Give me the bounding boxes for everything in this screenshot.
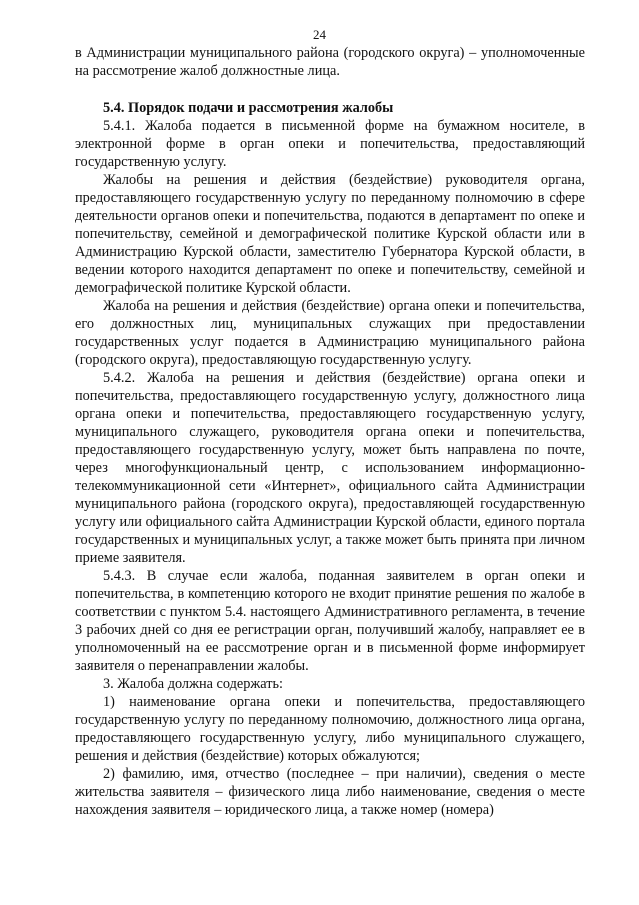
document-body [75,44,585,819]
paragraph-5-4-3: 5.4.3. В случае если жалоба, поданная заявителем в орган опеки и попечительства, в компетенцию которого не входит принятие решения по жалобе в соответствии с пунктом 5.4. настоящего Административного регламента, в течение 3 рабочих дней со дня ее регистрации орган, получивший жалобу, направляет ее в уполномоченный на ее рассмотрение орган и в письменной форме информирует заявителя о перенаправлении жалобы. [75,568,585,674]
paragraph-complaints-head: Жалобы на решения и действия (бездействие) руководителя органа, предоставляющего государственную услугу по переданному полномочию в сфере деятельности органов опеки и попечительства, подаются в департамент по опеке и попечительству, семейной и демографической политике Курской области или в Администрацию Курской области, заместителю Губернатора Курской области, в ведении которого находится департамент по опеке и попечительству, семейной и демографической политике Курской области. [75,172,585,296]
list-item-1: 1) наименование органа опеки и попечительства, предоставляющего государственную услугу по переданному полномочию, должностного лица органа, предоставляющего государственную услугу, либо муниципального служащего, решения и действия (бездействие) которых обжалуются; [75,694,585,764]
intro-paragraph: в Администрации муниципального района (городского округа) – уполномоченные на рассмотрение жалоб должностные лица. [75,45,585,79]
paragraph-complaint-contents: 3. Жалоба должна содержать: [103,676,283,692]
page-number: 24 [313,27,326,42]
section-heading: 5.4. Порядок подачи и рассмотрения жалобы [103,100,394,116]
list-item-2: 2) фамилию, имя, отчество (последнее – при наличии), сведения о месте жительства заявителя – физического лица либо наименование, сведения о месте нахождения заявителя – юридического лица, а также номер (номера) [75,766,585,818]
paragraph-complaints-guardianship: Жалоба на решения и действия (бездействие) органа опеки и попечительства, его должностных лиц, муниципальных служащих при предоставлении государственных услуг подается в Администрацию муниципального района (городского округа), предоставляющую государственную услугу. [75,298,585,368]
paragraph-5-4-2: 5.4.2. Жалоба на решения и действия (бездействие) органа опеки и попечительства, предоставляющего государственную услугу, должностного лица органа опеки и попечительства, предоставляющего государственную услугу, муниципального служащего, руководителя органа опеки и попечительства, предоставляющего государственную услугу, может быть направлена по почте, через многофункциональный центр, с использованием информационно-телекоммуникационной сети «Интернет», официального сайта Администрации муниципального района (городского округа), предоставляющей государственную услугу или официального сайта Администрации Курской области, единого портала государственных и муниципальных услуг, а также может быть принята при личном приеме заявителя. [75,370,585,566]
paragraph-5-4-1: 5.4.1. Жалоба подается в письменной форме на бумажном носителе, в электронной форме в орган опеки и попечительства, предоставляющий государственную услугу. [75,118,585,170]
